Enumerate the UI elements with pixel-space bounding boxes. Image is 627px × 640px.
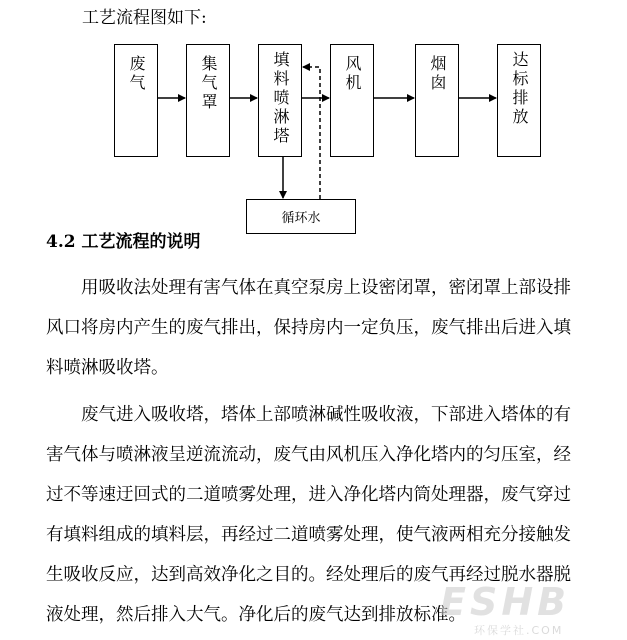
paragraph-line: 用吸收法处理有害气体在真空泵房上设密闭罩，密闭罩上部设排 [81, 278, 571, 298]
intro-text: 工艺流程图如下: [82, 8, 207, 28]
section-heading: 4.2 工艺流程的说明 [46, 232, 201, 252]
flow-box-label: 风机 [343, 55, 362, 93]
flow-arrow-return-dashed [303, 67, 320, 199]
paragraph-line: 过不等速迂回式的二道喷雾处理，进入净化塔内筒处理器，废气穿过 [46, 485, 571, 505]
paragraph-line: 料喷淋吸收塔。 [46, 358, 169, 378]
watermark-subtitle: 环保学社.COM [474, 624, 564, 637]
paragraph-line: 液处理，然后排入大气。净化后的废气达到排放标准。 [46, 605, 466, 625]
flow-box-label: 集气罩 [199, 55, 218, 112]
flow-box-label: 填料喷淋塔 [271, 51, 290, 146]
paragraph-line: 废气进入吸收塔，塔体上部喷淋碱性吸收液，下部进入塔体的有 [81, 405, 571, 425]
paragraph-line: 害气体与喷淋液呈逆流流动，废气由风机压入净化塔内的匀压室，经 [46, 445, 571, 465]
paragraph-line: 生吸收反应，达到高效净化之目的。经处理后的废气再经过脱水器脱 [46, 565, 571, 585]
watermark-logo: ESHB [440, 580, 571, 624]
flow-box-label: 烟囱 [428, 55, 447, 93]
paragraph-1 [46, 268, 606, 388]
flow-box-circulating-water: 循环水 [246, 199, 356, 234]
flow-box-label: 达标排放 [510, 51, 529, 127]
paragraph-line: 风口将房内产生的废气排出，保持房内一定负压，废气排出后进入填 [46, 318, 571, 338]
flow-box-label: 废气 [127, 55, 146, 93]
watermark [440, 580, 620, 638]
paragraph-line: 有填料组成的填料层，再经过二道喷雾处理，使气液两相充分接触发 [46, 525, 571, 545]
